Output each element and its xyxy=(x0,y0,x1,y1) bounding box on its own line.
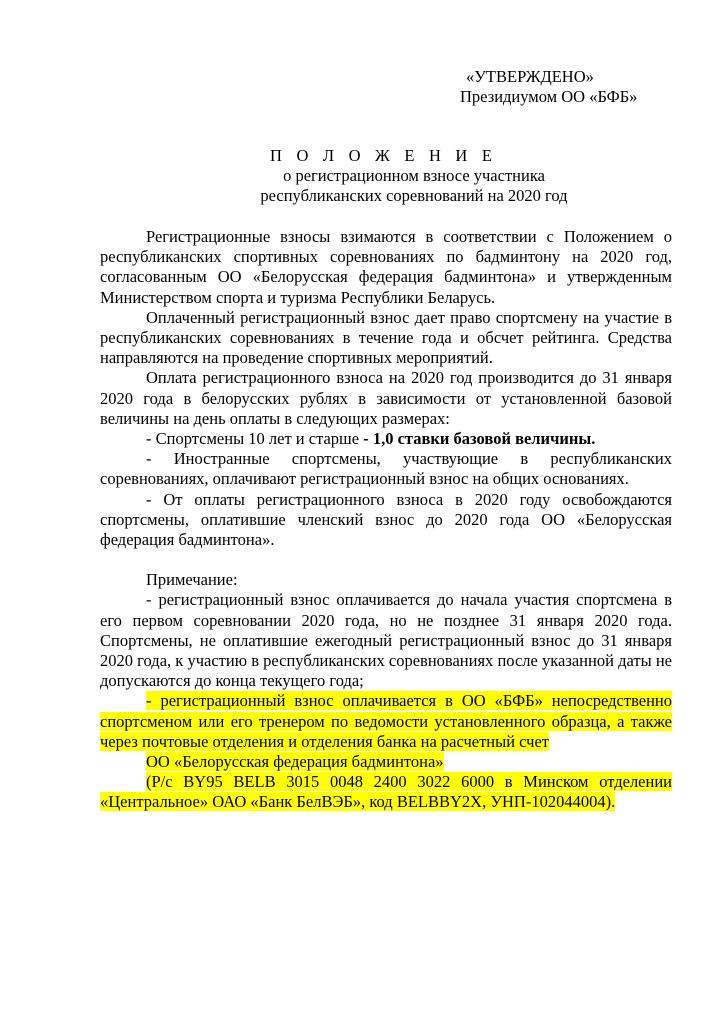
fee-amount-prefix: - Спортсмены 10 лет и старше xyxy=(146,429,364,449)
paragraph-fees-basis: Регистрационные взносы взимаются в соответствии с Положением о республиканских спортивных соревнованиях по бадминтону на 2020 год, согласованным ОО «Белорусская федерация бадминтона» и утвержденным Министерством спорта и туризма Республики Беларусь. xyxy=(100,227,672,307)
approval-line-2: Президиумом ОО «БФБ» xyxy=(460,87,638,106)
paragraph-exemption: - От оплаты регистрационного взноса в 2020 году освобождаются спортсмены, оплатившие членский взнос до 2020 года ОО «Белорусская федерация бадминтона». xyxy=(100,489,672,550)
paragraph-payment-terms: Оплата регистрационного взноса на 2020 год производится до 31 января 2020 года в белорусских рублях в зависимости от установленной базовой величины на день оплаты в следующих размерах: xyxy=(100,368,672,428)
spacer xyxy=(100,550,672,570)
highlighted-federation-name: ОО «Белорусская федерация бадминтона» xyxy=(146,752,444,772)
title-line-3: республиканских соревнований на 2020 год xyxy=(260,186,568,205)
note-federation-name xyxy=(100,752,672,772)
fee-amount-value: - 1,0 ставки базовой величины. xyxy=(363,429,596,449)
paragraph-fee-rights: Оплаченный регистрационный взнос дает право спортсмену на участие в республиканских соревнованиях в течение года и обсчет рейтинга. Средства направляются на проведение спортивных мероприятий. xyxy=(100,307,672,368)
title-heading: П О Л О Ж Е Н И Е xyxy=(270,146,498,165)
highlighted-payment-method: - регистрационный взнос оплачивается в ОО «БФБ» непосредственно спортсменом или его тренером по ведомости установленного образца, а также через почтовые отделения и отделения банка на расчетный счет xyxy=(100,691,672,751)
note-bank-details xyxy=(100,772,672,812)
note-payment-method xyxy=(100,691,672,752)
approval-stamp xyxy=(460,67,637,107)
approval-line-1: «УТВЕРЖДЕНО» xyxy=(466,67,594,86)
title-line-2: о регистрационном взносе участника xyxy=(283,166,545,185)
note-deadline: - регистрационный взнос оплачивается до начала участия спортсмена в его первом соревновании 2020 года, но не позднее 31 января 2020 года. Спортсмены, не оплатившие ежегодный регистрационный взнос до 31 января 2020 года, к участию в республиканских соревнованиях после указанной даты не допускаются до конца текущего года; xyxy=(100,590,672,691)
document-body xyxy=(100,227,672,813)
note-heading: Примечание: xyxy=(146,570,238,590)
paragraph-foreign-athletes: - Иностранные спортсмены, участвующие в республиканских соревнованиях, оплачивают регистрационный взнос на общих основаниях. xyxy=(100,449,672,489)
highlighted-bank-details: (Р/с BY95 BELB 3015 0048 2400 3022 6000 в Минском отделении «Центральное» ОАО «Банк БелВЭБ», код BELBBY2X, УНП-102044004). xyxy=(100,772,672,812)
paragraph-fee-amount xyxy=(100,429,672,449)
document-title xyxy=(100,146,672,206)
